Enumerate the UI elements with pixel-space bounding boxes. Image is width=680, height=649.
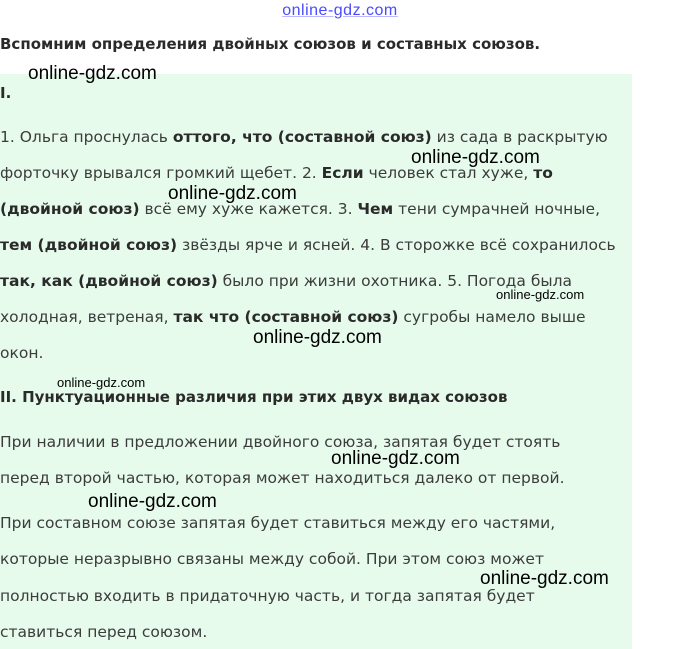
- text-line-7: [0, 344, 43, 362]
- text-line-4: [0, 236, 616, 254]
- rule-line-6: ставиться перед союзом.: [0, 623, 208, 641]
- text-segment: звёзды ярче и ясней. 4. В сторожке всё сохранилось: [177, 236, 616, 254]
- text-line-1: [0, 128, 608, 146]
- conjunction-highlight: так что (составной союз): [173, 308, 399, 326]
- rule-line-5: полностью входить в придаточную часть, и тогда запятая будет: [0, 587, 535, 605]
- conjunction-highlight: Если: [321, 164, 364, 182]
- section-heading-2: II. Пунктуационные различия при этих двух видах союзов: [0, 388, 508, 406]
- text-segment: 1. Ольга проснулась: [0, 128, 173, 146]
- watermark: online-gdz.com: [88, 491, 217, 512]
- text-segment: человек стал хуже,: [363, 164, 534, 182]
- watermark: online-gdz.com: [480, 568, 609, 589]
- rule-line-1: При наличии в предложении двойного союза, запятая будет стоять: [0, 433, 561, 451]
- text-segment: окон.: [0, 344, 44, 362]
- rule-line-4: которые неразрывно связаны между собой. При этом союз может: [0, 550, 544, 568]
- rule-line-2: перед второй частью, которая может находиться далеко от первой.: [0, 469, 565, 487]
- conjunction-highlight: Чем: [357, 200, 394, 218]
- conjunction-highlight: (двойной союз): [0, 200, 140, 218]
- text-segment: всё ему хуже кажется. 3.: [139, 200, 358, 218]
- text-line-5: [0, 272, 572, 290]
- conjunction-highlight: так, как (двойной союз): [0, 272, 218, 290]
- conjunction-highlight: оттого, что (составной союз): [172, 128, 432, 146]
- text-segment: сугробы намело выше: [398, 308, 586, 326]
- text-line-3: [0, 200, 600, 218]
- rule-line-3: При составном союзе запятая будет ставиться между его частями,: [0, 514, 556, 532]
- watermark: online-gdz.com: [496, 287, 585, 302]
- watermark: online-gdz.com: [411, 147, 540, 168]
- text-segment: тени сумрачней ночные,: [393, 200, 601, 218]
- watermark: online-gdz.com: [28, 63, 157, 84]
- text-line-6: [0, 308, 586, 326]
- text-segment: было при жизни охотника. 5. Погода была: [217, 272, 573, 290]
- conjunction-highlight: тем (двойной союз): [0, 236, 178, 254]
- watermark: online-gdz.com: [331, 448, 460, 469]
- watermark: online-gdz.com: [253, 327, 382, 348]
- site-watermark-link[interactable]: online-gdz.com: [282, 2, 398, 19]
- text-segment: форточку врывался громкий щебет. 2.: [0, 164, 322, 182]
- watermark: online-gdz.com: [168, 183, 297, 204]
- page-heading: Вспомним определения двойных союзов и составных союзов.: [0, 35, 541, 53]
- text-segment: из сада в раскрытую: [431, 128, 608, 146]
- text-segment: холодная, ветреная,: [0, 308, 174, 326]
- section-numeral-1: I.: [0, 84, 12, 102]
- watermark: online-gdz.com: [57, 375, 146, 390]
- conjunction-highlight: то: [533, 164, 553, 182]
